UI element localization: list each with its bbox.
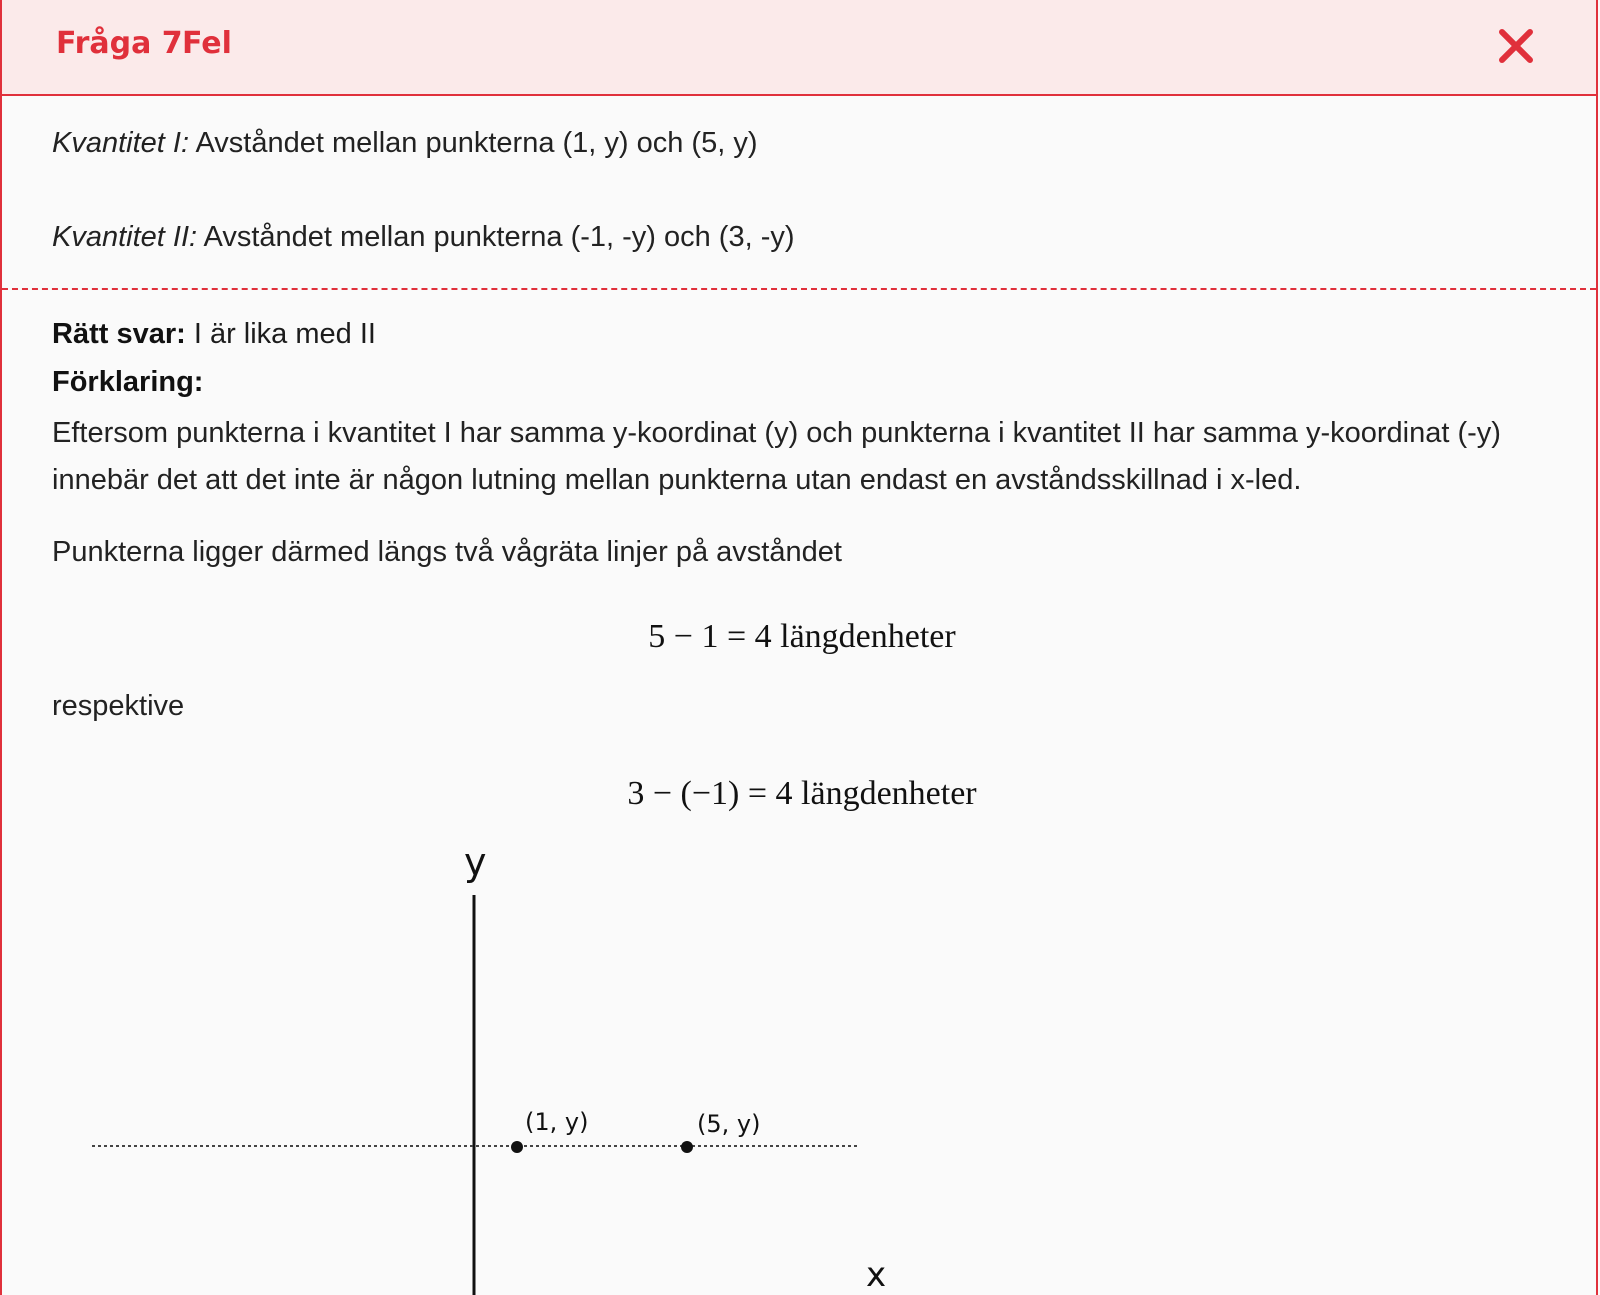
point-2-label: (5, y)	[697, 1110, 761, 1138]
point-2	[681, 1141, 693, 1153]
correct-answer-label: Rätt svar:	[52, 318, 186, 350]
quantity-2-label: Kvantitet II:	[52, 221, 198, 253]
modal-header	[2, 0, 1596, 96]
correct-answer-value: I är lika med II	[185, 318, 376, 350]
quantity-1-text: Avståndet mellan punkterna (1, y) och (5, y)	[189, 127, 758, 159]
explanation-text: Eftersom punkterna i kvantitet I har samma y-koordinat (y) och punkterna i kvantitet II har samma y-koordinat (-y) innebär det att det inte är någon lutning mellan punkterna utan endast en avståndsskillnad i x-led.	[52, 417, 1501, 496]
question-number: Fråga 7	[56, 26, 183, 61]
quantity-2	[52, 221, 795, 254]
quantity-1-label: Kvantitet I:	[52, 127, 190, 159]
x-axis-label: x	[866, 1255, 887, 1295]
explanation-label: Förklaring:	[52, 366, 204, 398]
close-icon	[1492, 22, 1540, 70]
quantity-1	[52, 127, 758, 160]
close-button[interactable]	[1492, 22, 1540, 70]
explanation-paragraph-2: Punkterna ligger därmed längs två vågräta linjer på avståndet	[52, 536, 842, 568]
point-1-label: (1, y)	[525, 1108, 589, 1136]
y-axis-label: y	[464, 840, 487, 884]
respektive-text: respektive	[52, 690, 185, 722]
correct-answer	[52, 318, 376, 351]
point-1	[511, 1141, 523, 1153]
formula-2: 3 − (−1) = 4 längdenheter	[627, 775, 977, 812]
quantity-2-text: Avståndet mellan punkterna (-1, -y) och (3, -y)	[197, 221, 795, 253]
formula-1: 5 − 1 = 4 längdenheter	[648, 618, 956, 655]
answer-status: Fel	[182, 26, 232, 61]
coordinate-figure	[2, 840, 1002, 1295]
dashed-divider	[2, 288, 1596, 290]
